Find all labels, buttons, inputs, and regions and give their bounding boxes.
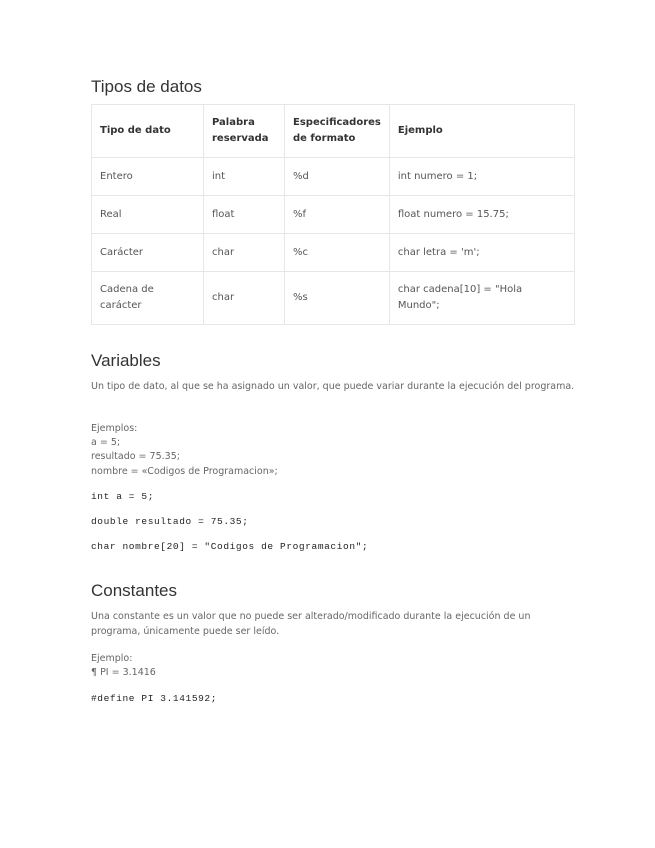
tipos-table [91,104,575,325]
constantes-example: ¶ PI = 3.1416 [91,667,156,678]
tipos-heading: Tipos de datos [91,77,202,96]
cell-palabra: char [204,234,285,272]
header-tipo: Tipo de dato [92,105,204,158]
cell-formato: %c [285,234,390,272]
cell-formato: %s [285,272,390,325]
variables-examples-label: Ejemplos: [91,423,138,434]
constantes-heading: Constantes [91,581,177,600]
table-row [92,196,575,234]
variables-description: Un tipo de dato, al que se ha asignado un valor, que puede variar durante la ejecución del programa. [91,381,575,392]
variables-example-line: resultado = 75.35; [91,451,180,462]
code-line: int a = 5; [91,491,155,502]
table-row [92,158,575,196]
header-palabra: Palabra reservada [204,105,285,158]
code-line: double resultado = 75.35; [91,516,249,527]
constantes-example-label: Ejemplo: [91,653,133,664]
table-row [92,272,575,325]
variables-example-line: nombre = «Codigos de Programacion»; [91,466,278,477]
variables-example-line: a = 5; [91,437,121,448]
cell-tipo: Real [92,196,204,234]
table-header-row [92,105,575,158]
cell-palabra: int [204,158,285,196]
cell-ejemplo: int numero = 1; [389,158,574,196]
header-formato: Especificadores de formato [285,105,390,158]
code-line: #define PI 3.141592; [91,693,218,704]
cell-tipo: Entero [92,158,204,196]
cell-formato: %f [285,196,390,234]
cell-palabra: char [204,272,285,325]
cell-ejemplo: char letra = 'm'; [389,234,574,272]
cell-tipo: Carácter [92,234,204,272]
variables-heading: Variables [91,351,161,370]
table-row [92,234,575,272]
cell-tipo: Cadena de carácter [92,272,204,325]
cell-formato: %d [285,158,390,196]
cell-ejemplo: float numero = 15.75; [389,196,574,234]
header-ejemplo: Ejemplo [389,105,574,158]
cell-palabra: float [204,196,285,234]
cell-ejemplo: char cadena[10] = "Hola Mundo"; [389,272,574,325]
code-line: char nombre[20] = "Codigos de Programacion"; [91,541,369,552]
constantes-description: Una constante es un valor que no puede ser alterado/modificado durante la ejecución de un programa, únicamente puede ser leído. [91,611,531,637]
